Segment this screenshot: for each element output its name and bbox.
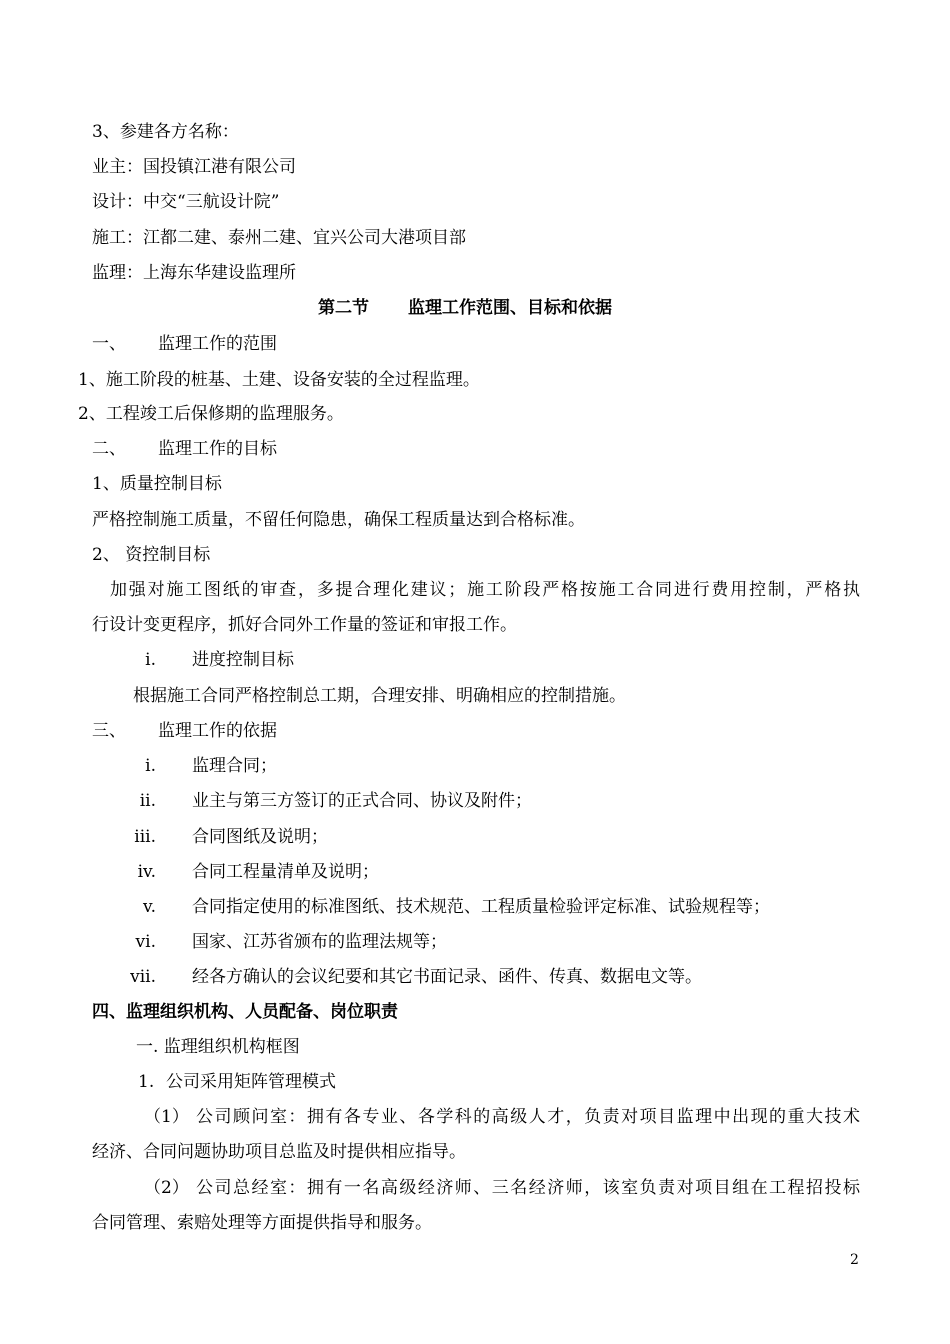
basis-item-num: v. [143,897,156,917]
scope-item: 1、施工阶段的桩基、土建、设备安装的全过程监理。 [78,370,480,390]
basis-item-text: 合同图纸及说明； [192,827,328,847]
scope-num: 一、 [92,334,126,354]
goals-num: 二、 [92,439,126,459]
basis-item-text: 经各方确认的会议纪要和其它书面记录、函件、传真、数据电文等。 [192,967,702,987]
mode-text: 公司采用矩阵管理模式 [166,1072,336,1092]
basis-item-num: vii. [130,967,156,987]
quality-text: 严格控制施工质量，不留任何隐患，确保工程质量达到合格标准。 [92,510,585,530]
owner-line: 业主：国投镇江港有限公司 [92,157,296,177]
gm-text-line2: 合同管理、索赔处理等方面提供指导和服务。 [92,1213,432,1233]
construction-line: 施工：江都二建、泰州二建、宜兴公司大港项目部 [92,228,466,248]
supervision-line: 监理：上海东华建设监理所 [92,263,296,283]
basis-item-text: 国家、江苏省颁布的监理法规等； [192,932,447,952]
section2-title-num: 第二节 [318,298,369,318]
basis-num: 三、 [92,721,126,741]
participants-heading: 3、参建各方名称： [92,122,239,142]
design-line: 设计：中交“三航设计院” [92,192,280,212]
advisor-text-line2: 经济、合同问题协助项目总监及时提供相应指导。 [92,1142,466,1162]
basis-item-text: 业主与第三方签订的正式合同、协议及附件； [192,791,532,811]
cost-text-line1: 加强对施工图纸的审查，多提合理化建议；施工阶段严格按施工合同进行费用控制，严格执 [110,580,860,600]
advisor-text-line1: 公司顾问室：拥有各专业、各学科的高级人才，负责对项目监理中出现的重大技术 [196,1107,860,1127]
basis-item-num: iii. [134,827,156,847]
gm-text-line1: 公司总经室：拥有一名高级经济师、三名经济师，该室负责对项目组在工程招投标 [196,1178,860,1198]
org-chart-subtitle: 一. 监理组织机构框图 [136,1037,300,1057]
basis-item-text: 监理合同； [192,756,277,776]
basis-item-num: i. [145,756,156,776]
scope-item: 2、工程竣工后保修期的监理服务。 [78,404,344,424]
cost-title: 2、 资控制目标 [92,545,211,565]
goals-title: 监理工作的目标 [158,439,277,459]
schedule-num: i. [145,650,156,670]
basis-item-num: iv. [137,862,156,882]
quality-title: 1、质量控制目标 [92,474,222,494]
schedule-text: 根据施工合同严格控制总工期，合理安排、明确相应的控制措施。 [133,686,626,706]
mode-num: 1. [138,1072,155,1092]
scope-title: 监理工作的范围 [158,334,277,354]
basis-item-num: ii. [139,791,156,811]
cost-text-line2: 行设计变更程序，抓好合同外工作量的签证和审报工作。 [92,615,517,635]
section2-title: 监理工作范围、目标和依据 [408,298,612,318]
basis-item-num: vi. [135,932,156,952]
basis-item-text: 合同工程量清单及说明； [192,862,379,882]
gm-num: （2） [144,1178,189,1198]
section4-title: 四、监理组织机构、人员配备、岗位职责 [92,1002,398,1022]
page-number: 2 [850,1252,859,1268]
advisor-num: （1） [144,1107,189,1127]
schedule-title: 进度控制目标 [192,650,294,670]
basis-title: 监理工作的依据 [158,721,277,741]
basis-item-text: 合同指定使用的标准图纸、技术规范、工程质量检验评定标准、试验规程等； [192,897,770,917]
